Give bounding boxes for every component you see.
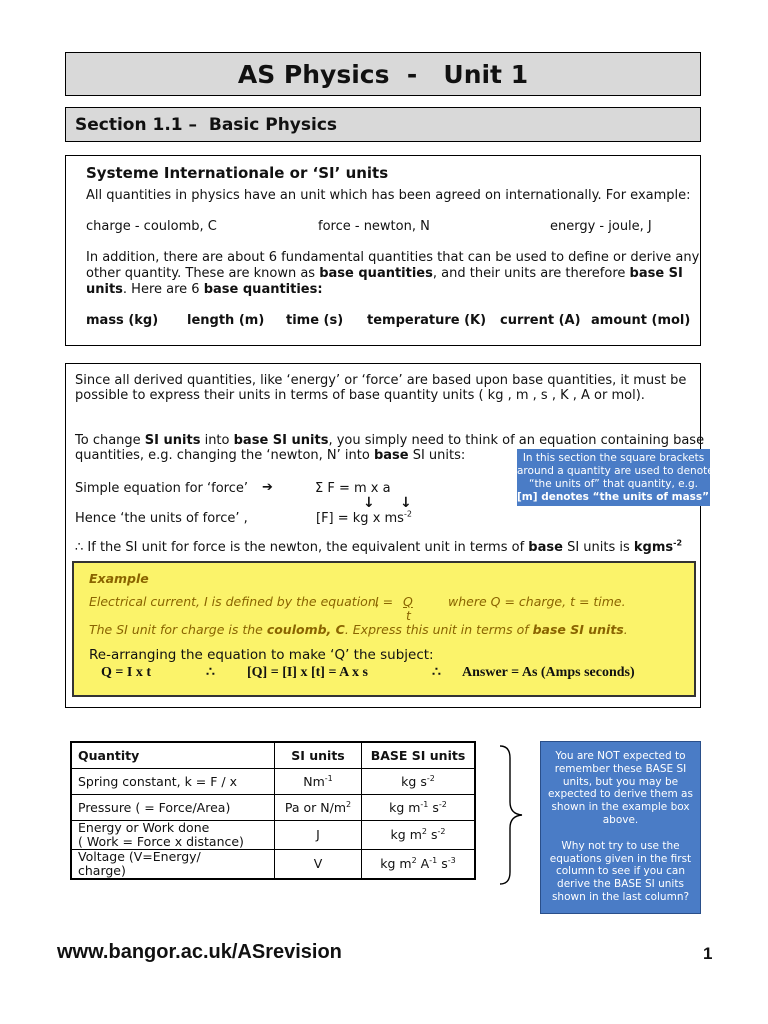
- header-si-units: SI units: [275, 742, 362, 769]
- base-cell: kg $s^{-2}$: [362, 769, 476, 795]
- side-note-line: derive the BASE SI units: [557, 878, 684, 891]
- section-title: Section 1.1 – Basic Physics: [65, 107, 701, 142]
- si-cell: V: [275, 850, 362, 880]
- current-equation-numerator: Q: [403, 594, 413, 609]
- step-q-equals-it: Q = I x t: [101, 665, 151, 680]
- therefore-symbol: ∴: [432, 665, 441, 680]
- current-equation-denominator: t: [406, 608, 411, 623]
- derived-line2: possible to express their units in terms of base quantity units ( kg , m , s , K , A or mol).: [75, 388, 645, 403]
- si-para-line3: units. Here are 6 base quantities:: [86, 282, 323, 297]
- right-arrow-icon: ➔: [262, 480, 273, 495]
- base-cell: kg $m^{-1}$ $s^{-2}$: [362, 795, 476, 821]
- side-note-line: equations given in the first: [549, 852, 692, 865]
- si-units-box: [65, 155, 701, 346]
- page-title: AS Physics - Unit 1: [65, 52, 701, 96]
- note-line: “the units of” that quantity, e.g.: [529, 478, 698, 490]
- quantity-cell: Energy or Work done ( Work = Force x distance): [71, 821, 275, 850]
- example-where: where Q = charge, t = time.: [448, 594, 626, 609]
- quantity-cell: Pressure ( = Force/Area): [71, 795, 275, 821]
- current-equation-lhs: I =: [375, 594, 394, 609]
- conclusion-line: ∴ If the SI unit for force is the newton, the equivalent unit in terms of base SI units is kgms$^{-2}$: [75, 538, 683, 555]
- note-line: [m] denotes “the units of mass”.: [517, 491, 714, 503]
- simple-equation-label: Simple equation for ‘force’: [75, 481, 249, 496]
- square-bracket-note: [517, 449, 714, 506]
- quantity-cell: Voltage (V=Energy/ charge): [71, 850, 275, 880]
- side-note-line: units, but you may be: [562, 775, 679, 788]
- base-quantity-6: amount (mol): [591, 313, 691, 328]
- derived-line3: To change SI units into base SI units, you simply need to think of an equation containing base: [75, 433, 705, 448]
- si-intro: All quantities in physics have an unit which has been agreed on internationally. For example:: [86, 188, 691, 203]
- note-line: around a quantity are used to denote: [517, 465, 714, 477]
- base-si-side-note: [540, 741, 701, 914]
- si-cell: J: [275, 821, 362, 850]
- hence-equation: [F] = kg x $ms^{-2}$: [316, 509, 412, 526]
- side-note-line: You are NOT expected to: [555, 750, 686, 762]
- example-charge: charge - coulomb, C: [86, 219, 217, 234]
- si-cell: $Nm^{-1}$: [275, 769, 362, 795]
- side-note-line: [541, 827, 700, 840]
- table-row: [71, 769, 475, 795]
- therefore-symbol: ∴: [206, 665, 215, 680]
- force-equation: Σ F = m x a: [315, 481, 391, 496]
- down-arrow-icon: ↓: [363, 495, 375, 511]
- side-note-line: Why not try to use the: [561, 839, 680, 852]
- example-line1: Electrical current, I is defined by the equation,: [89, 594, 380, 609]
- derived-line4: quantities, e.g. changing the ‘newton, N’ into base SI units:: [75, 448, 466, 463]
- side-note-line: shown in the last column?: [551, 890, 690, 903]
- base-cell: kg $m^2$ $s^{-2}$: [362, 821, 476, 850]
- example-line3: Re-arranging the equation to make ‘Q’ the subject:: [89, 647, 434, 663]
- step-units: [Q] = [I] x [t] = A x s: [247, 665, 368, 680]
- example-title: Example: [89, 571, 149, 586]
- si-para-line2: other quantity. These are known as base quantities, and their units are therefore base SI: [86, 266, 683, 281]
- header-base-si-units: BASE SI units: [362, 742, 476, 769]
- table-row: [71, 821, 475, 850]
- base-quantity-3: time (s): [286, 313, 344, 328]
- base-quantity-5: current (A): [500, 313, 581, 328]
- base-quantity-2: length (m): [187, 313, 265, 328]
- table-row: [71, 795, 475, 821]
- header-quantity: Quantity: [71, 742, 275, 769]
- example-force: force - newton, N: [318, 219, 430, 234]
- quantity-cell: Spring constant, k = F / x: [71, 769, 275, 795]
- side-note-line: column to see if you can: [555, 865, 686, 878]
- derived-line1: Since all derived quantities, like ‘energy’ or ‘force’ are based upon base quantities, it must be: [75, 373, 687, 388]
- side-note-line: remember these BASE SI: [554, 762, 687, 775]
- si-heading: Systeme Internationale or ‘SI’ units: [86, 164, 389, 182]
- si-cell: Pa or $N/m^2$: [275, 795, 362, 821]
- down-arrow-icon: ↓: [400, 495, 412, 511]
- table-row: [71, 850, 475, 880]
- example-line2: The SI unit for charge is the coulomb, C. Express this unit in terms of base SI units.: [89, 622, 628, 637]
- side-note-line: shown in the example box: [551, 801, 690, 814]
- footer-url-link[interactable]: www.bangor.ac.uk/ASrevision: [57, 941, 342, 963]
- curly-brace-icon: [496, 744, 526, 886]
- base-quantity-4: temperature (K): [367, 313, 487, 328]
- base-quantity-1: mass (kg): [86, 313, 159, 328]
- example-energy: energy - joule, J: [550, 219, 652, 234]
- side-note-line: expected to derive them as: [548, 788, 693, 801]
- side-note-line: above.: [602, 813, 639, 826]
- example-box: [72, 561, 696, 697]
- hence-label: Hence ‘the units of force’ ,: [75, 511, 248, 526]
- si-para-line1: In addition, there are about 6 fundamental quantities that can be used to define or derive any: [86, 250, 700, 265]
- table-header-row: [71, 742, 475, 769]
- units-table: [70, 741, 476, 880]
- note-line: In this section the square brackets: [522, 452, 705, 464]
- example-answer: Answer = As (Amps seconds): [462, 665, 635, 680]
- page-number: 1: [703, 944, 713, 963]
- base-cell: kg $m^2$ $A^{-1}$ $s^{-3}$: [362, 850, 476, 880]
